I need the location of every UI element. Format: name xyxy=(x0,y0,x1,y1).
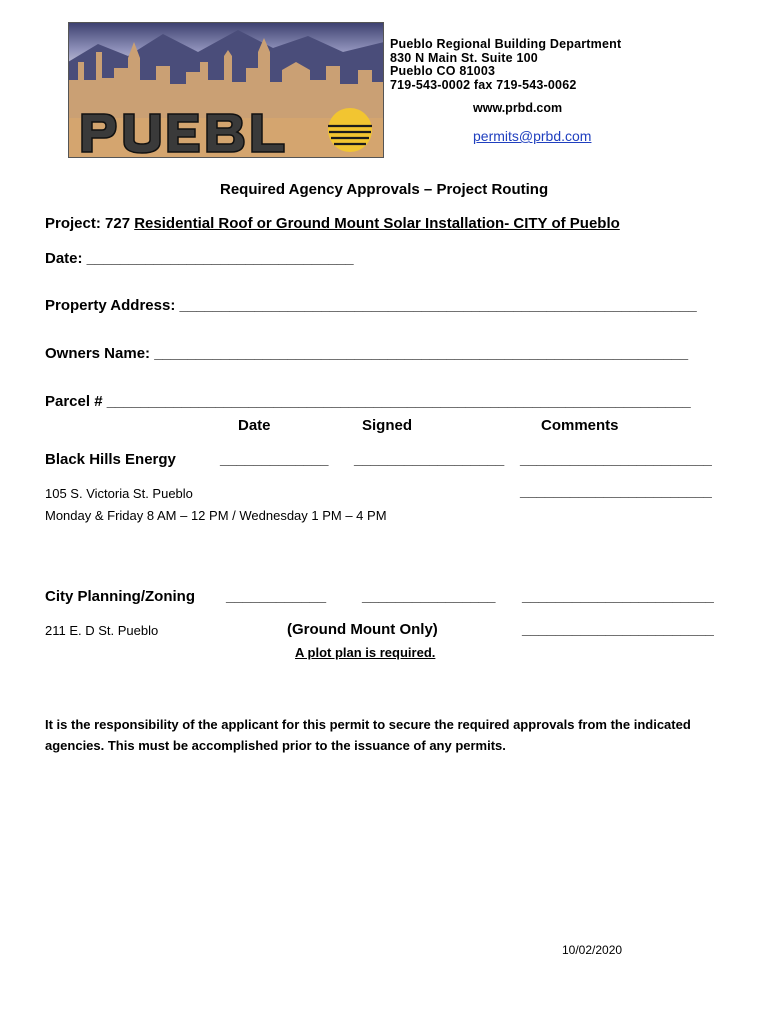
black-hills-comments-blank-2[interactable]: _______________________ xyxy=(520,483,712,500)
city-planning-comments-blank-2[interactable]: _______________________ xyxy=(522,621,714,638)
column-date: Date xyxy=(238,417,271,434)
agency-city: Pueblo CO 81003 xyxy=(390,64,496,78)
black-hills-date-blank[interactable]: _____________ xyxy=(220,451,329,468)
project-prefix: Project: 727 xyxy=(45,215,135,232)
city-planning-signed-blank[interactable]: ________________ xyxy=(362,588,496,605)
project-name: Residential Roof or Ground Mount Solar Installation- CITY of Pueblo xyxy=(134,215,620,232)
agency-phone: 719-543-0002 fax 719-543-0062 xyxy=(390,77,577,92)
city-planning-comments-blank[interactable]: _______________________ xyxy=(522,588,714,605)
pueblo-logo xyxy=(68,22,384,158)
city-planning-date-blank[interactable]: ____________ xyxy=(226,588,327,605)
agency-street: 830 N Main St. Suite 100 xyxy=(390,50,538,65)
form-title: Required Agency Approvals – Project Routing xyxy=(220,181,549,198)
parcel-field[interactable]: Parcel # ______________________________________________________________________ xyxy=(45,393,691,410)
column-comments: Comments xyxy=(541,417,619,434)
email-link[interactable]: permits@prbd.com xyxy=(473,128,592,144)
agency-contact-block xyxy=(390,38,621,92)
agency-name: Pueblo Regional Building Department xyxy=(390,37,622,51)
column-signed: Signed xyxy=(362,417,413,434)
date-field[interactable]: Date: ________________________________ xyxy=(45,250,354,267)
city-planning-address: 211 E. D St. Pueblo xyxy=(45,623,159,638)
black-hills-signed-blank[interactable]: __________________ xyxy=(354,451,505,468)
black-hills-comments-blank[interactable]: _______________________ xyxy=(520,451,712,468)
notice-line-2: agencies. This must be accomplished prior to the issuance of any permits. xyxy=(45,738,506,753)
property-address-field[interactable]: Property Address: ______________________________________________________________ xyxy=(45,297,697,314)
notice-line-1: It is the responsibility of the applicant for this permit to secure the required approvals from the indicated xyxy=(45,717,691,732)
website-link[interactable]: www.prbd.com xyxy=(473,101,563,115)
project-line xyxy=(45,215,620,232)
agency-city-planning-name: City Planning/Zoning xyxy=(45,588,195,605)
revision-date: 10/02/2020 xyxy=(562,943,623,957)
ground-mount-note: (Ground Mount Only) xyxy=(287,621,438,638)
black-hills-hours: Monday & Friday 8 AM – 12 PM / Wednesday 1 PM – 4 PM xyxy=(45,508,387,523)
agency-black-hills-name: Black Hills Energy xyxy=(45,451,176,468)
black-hills-address: 105 S. Victoria St. Pueblo xyxy=(45,486,193,501)
owners-name-field[interactable]: Owners Name: ________________________________________________________________ xyxy=(45,345,689,362)
plot-plan-requirement: A plot plan is required. xyxy=(295,645,436,660)
